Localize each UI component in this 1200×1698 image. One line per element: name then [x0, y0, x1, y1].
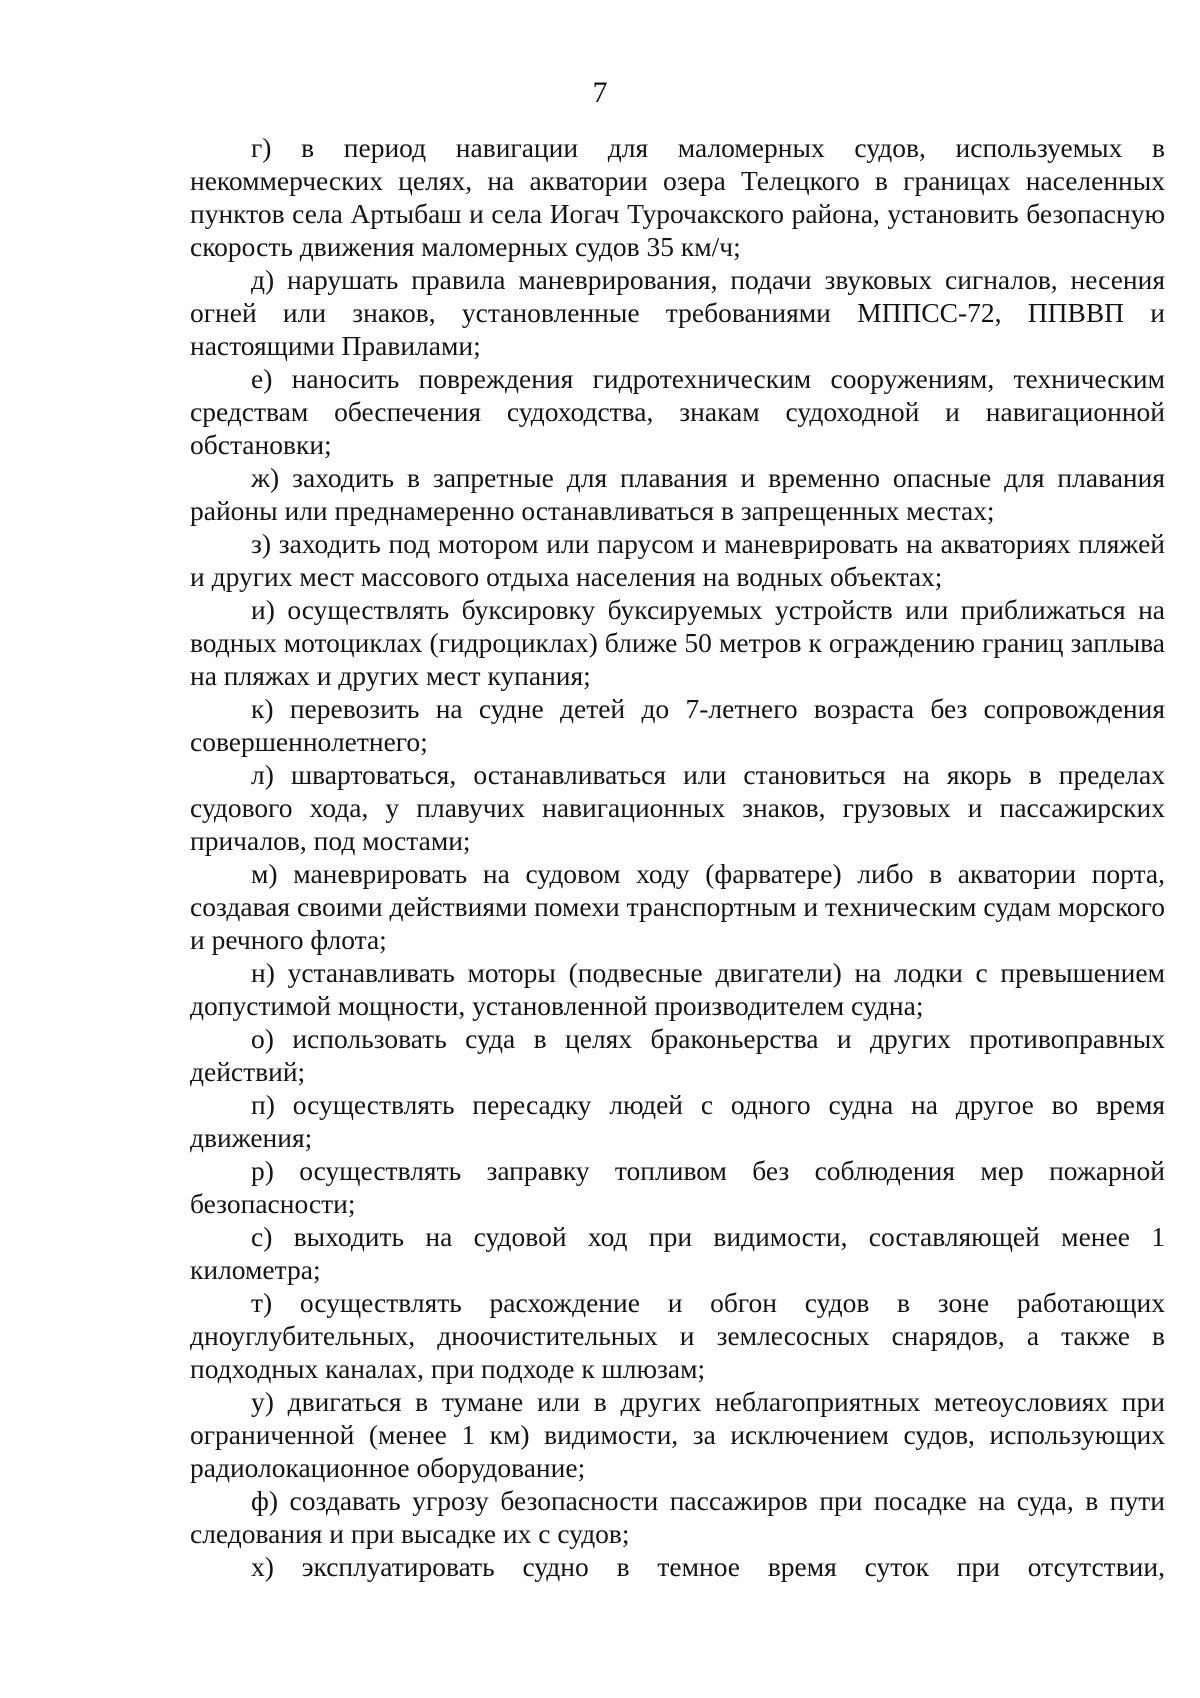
list-item-p: п) осуществлять пересадку людей с одного судна на другое во время движения; — [190, 1089, 1165, 1153]
list-item-s: с) выходить на судовой ход при видимости, составляющей менее 1 километра; — [190, 1221, 1165, 1285]
list-item-d: д) нарушать правила маневрирования, подачи звуковых сигналов, несения огней или знаков, установленные требованиями МППСС-72, ППВВП и настоящими Правилами; — [190, 264, 1165, 361]
list-item-r: р) осуществлять заправку топливом без соблюдения мер пожарной безопасности; — [190, 1155, 1165, 1219]
list-item-m: м) маневрировать на судовом ходу (фарватере) либо в акватории порта, создавая своими действиями помехи транспортным и техническим судам морского и речного флота; — [190, 858, 1165, 955]
list-item-i: и) осуществлять буксировку буксируемых устройств или приближаться на водных мотоциклах (гидроциклах) ближе 50 метров к ограждению границ заплыва на пляжах и других мест купания; — [190, 594, 1165, 691]
list-item-u: у) двигаться в тумане или в других неблагоприятных метеоусловиях при ограниченной (менее 1 км) видимости, за исключением судов, использующих радиолокационное оборудование; — [190, 1386, 1165, 1483]
list-item-o: о) использовать суда в целях браконьерства и других противоправных действий; — [190, 1023, 1165, 1087]
list-item-f: ф) создавать угрозу безопасности пассажиров при посадке на суда, в пути следования и при высадке их с судов; — [190, 1485, 1165, 1549]
prohibitions-list — [190, 131, 1165, 1583]
list-item-t: т) осуществлять расхождение и обгон судов в зоне работающих дноуглубительных, дноочистительных и землесосных снарядов, а также в подходных каналах, при подходе к шлюзам; — [190, 1287, 1165, 1384]
list-item-k: к) перевозить на судне детей до 7-летнего возраста без сопровождения совершеннолетнего; — [190, 693, 1165, 757]
list-item-z: з) заходить под мотором или парусом и маневрировать на акваториях пляжей и других мест массового отдыха населения на водных объектах; — [190, 528, 1165, 592]
list-item-n: н) устанавливать моторы (подвесные двигатели) на лодки с превышением допустимой мощности, установленной производителем судна; — [190, 957, 1165, 1021]
list-item-l: л) швартоваться, останавливаться или становиться на якорь в пределах судового хода, у плавучих навигационных знаков, грузовых и пассажирских причалов, под мостами; — [190, 759, 1165, 856]
list-item-g: г) в период навигации для маломерных судов, используемых в некоммерческих целях, на акватории озера Телецкого в границах населенных пунктов села Артыбаш и села Иогач Турочакского района, установить безопасную скорость движения маломерных судов 35 км/ч; — [190, 132, 1165, 262]
list-item-kh: х) эксплуатировать судно в темное время суток при отсутствии, — [251, 1551, 1165, 1582]
list-item-e: е) наносить повреждения гидротехническим сооружениям, техническим средствам обеспечения судоходства, знакам судоходной и навигационной обстановки; — [190, 363, 1165, 460]
list-item-zh: ж) заходить в запретные для плавания и временно опасные для плавания районы или преднамеренно останавливаться в запрещенных местах; — [190, 462, 1165, 526]
page-number: 7 — [592, 76, 608, 109]
